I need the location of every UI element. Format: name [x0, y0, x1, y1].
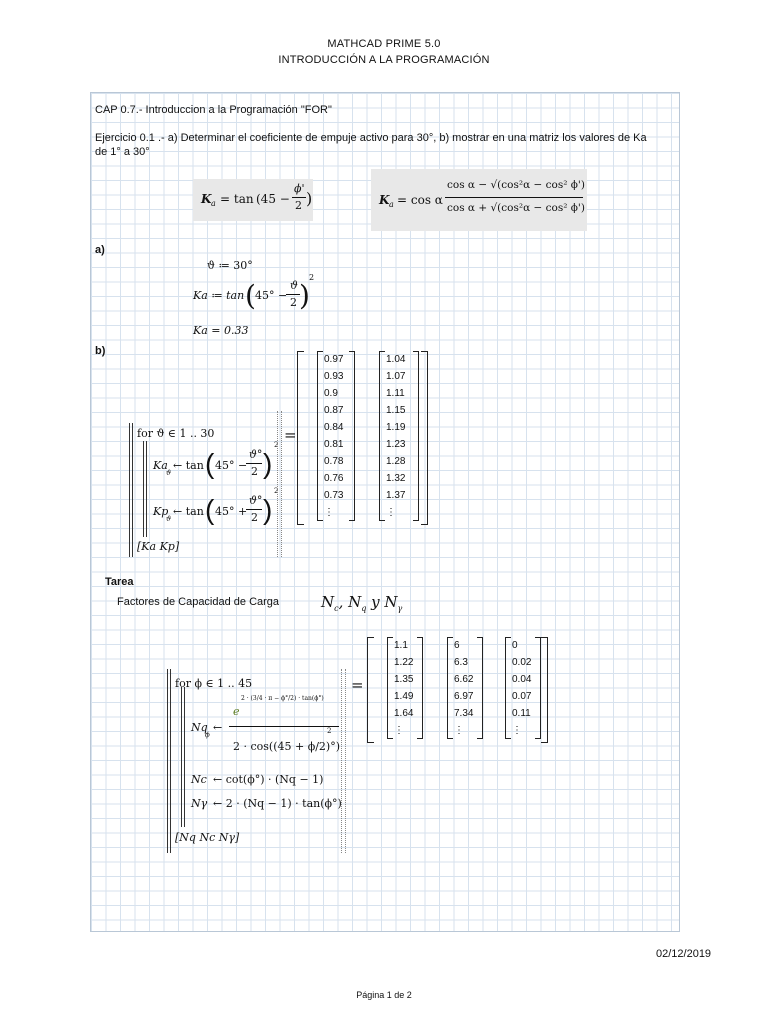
matrix-cell: 1.19 — [386, 422, 406, 433]
matrix-ka-column[interactable] — [317, 351, 355, 521]
matrix-cell: 1.64 — [394, 708, 414, 719]
ka-result[interactable]: Ka = 0.33 — [193, 324, 249, 337]
part-a-label: a) — [95, 244, 105, 256]
tarea-label: Tarea — [105, 576, 134, 588]
matrix-tarea-left-bracket — [367, 637, 374, 743]
matrix-cell: 0.07 — [512, 691, 532, 702]
matrix-cell: ⋮ — [512, 725, 522, 736]
matrix-cell: 0.97 — [324, 354, 344, 365]
equals-sign-tarea: = — [351, 676, 364, 694]
matrix-cell: 1.1 — [394, 640, 408, 651]
chapter-title: CAP 0.7.- Introduccion a la Programación "FOR" — [95, 104, 332, 116]
matrix-cell: 0.84 — [324, 422, 344, 433]
matrix-kp-column[interactable] — [379, 351, 419, 521]
matrix-cell: 0.02 — [512, 657, 532, 668]
equals-sign-b: = — [284, 426, 297, 444]
matrix-b-right-bracket — [421, 351, 428, 525]
matrix-tarea-right-bracket — [541, 637, 548, 743]
matrix-nc-column[interactable] — [447, 637, 483, 739]
matrix-cell: 0.04 — [512, 674, 532, 685]
matrix-cell: 1.07 — [386, 371, 406, 382]
return-statement: [Ka Kp] — [137, 540, 180, 553]
matrix-cell: 0.11 — [512, 708, 531, 719]
matrix-ny-column[interactable] — [505, 637, 541, 739]
matrix-cell: 0.87 — [324, 405, 344, 416]
matrix-nq-column[interactable] — [387, 637, 423, 739]
matrix-cell: 1.11 — [386, 388, 405, 399]
matrix-cell: 1.04 — [386, 354, 406, 365]
return-statement-tarea: [Nq Nc Nγ] — [175, 831, 240, 844]
matrix-cell: 1.37 — [386, 490, 406, 501]
matrix-cell: 7.34 — [454, 708, 474, 719]
matrix-cell: ⋮ — [454, 725, 464, 736]
matrix-cell: 0 — [512, 640, 518, 651]
matrix-cell: 1.22 — [394, 657, 414, 668]
matrix-cell: 6 — [454, 640, 460, 651]
matrix-cell: 1.15 — [386, 405, 406, 416]
capacity-factor-symbols: $N_c$, $N_q$ y $N_\gamma$ — [321, 593, 403, 613]
matrix-cell: ⋮ — [386, 507, 396, 518]
worksheet-grid[interactable] — [90, 92, 680, 932]
part-b-label: b) — [95, 345, 106, 357]
matrix-cell: 0.9 — [324, 388, 338, 399]
matrix-cell: 0.76 — [324, 473, 344, 484]
matrix-cell: ⋮ — [324, 507, 334, 518]
matrix-cell: 1.23 — [386, 439, 406, 450]
header-line-2: INTRODUCCIÓN A LA PROGRAMACIÓN — [278, 54, 490, 66]
for-loop-bearing-factors[interactable]: for ϕ ∈ 1 .. 45 Nq ϕ ← e 2 · (3/4 · π − ϕ°/2) · tan(ϕ°) 2 · cos((45 + ϕ/2)°) 2 Nc ← cot(ϕ°) · (Nq − 1) Nγ ← 2 · (Nq − 1) · tan(ϕ°) [Nq Nc Nγ] — [167, 669, 357, 853]
matrix-cell: 0.73 — [324, 490, 344, 501]
footer-page-number: Página 1 de 2 — [356, 990, 412, 1000]
for-loop-ka-kp[interactable]: for ϑ ∈ 1 .. 30 Ka ϑ ← tan ( 45° − ϑ° 2 ) 2 Kp ϑ ← tan ( 45° + ϑ° 2 ) 2 [Ka Kp] — [129, 423, 289, 557]
matrix-cell: 0.81 — [324, 439, 344, 450]
matrix-cell: 1.49 — [394, 691, 414, 702]
matrix-cell: ⋮ — [394, 725, 404, 736]
tarea-subtitle: Factores de Capacidad de Carga — [117, 596, 280, 608]
matrix-cell: 1.35 — [394, 674, 414, 685]
footer-date: 02/12/2019 — [656, 948, 712, 960]
matrix-cell: 6.97 — [454, 691, 474, 702]
matrix-cell: 0.93 — [324, 371, 344, 382]
matrix-cell: 6.62 — [454, 674, 474, 685]
matrix-cell: 1.28 — [386, 456, 406, 467]
for-statement-phi: for ϕ ∈ 1 .. 45 — [175, 677, 253, 690]
exercise-line-2: de 1° a 30° — [95, 146, 150, 158]
theta-definition[interactable]: ϑ ≔ 30° — [207, 259, 253, 272]
matrix-cell: 1.32 — [386, 473, 406, 484]
formula-ka-tan: K a = tan (45 − ϕ' 2 ) — [193, 179, 313, 221]
ka-definition[interactable]: Ka ≔ tan ( 45° − ϑ 2 ) 2 — [193, 273, 315, 312]
matrix-cell: 0.78 — [324, 456, 344, 467]
header-line-1: MATHCAD PRIME 5.0 — [327, 38, 441, 50]
for-statement: for ϑ ∈ 1 .. 30 — [137, 427, 215, 440]
exercise-line-1: Ejercicio 0.1 .- a) Determinar el coeficiente de empuje activo para 30°, b) mostrar en una matriz los valores de Ka — [95, 132, 647, 144]
formula-ka-cos: K a = cos α cos α − √(cos²α − cos² ϕ') cos α + √(cos²α − cos² ϕ') — [371, 169, 587, 231]
matrix-cell: 6.3 — [454, 657, 468, 668]
matrix-b-left-bracket — [297, 351, 304, 525]
